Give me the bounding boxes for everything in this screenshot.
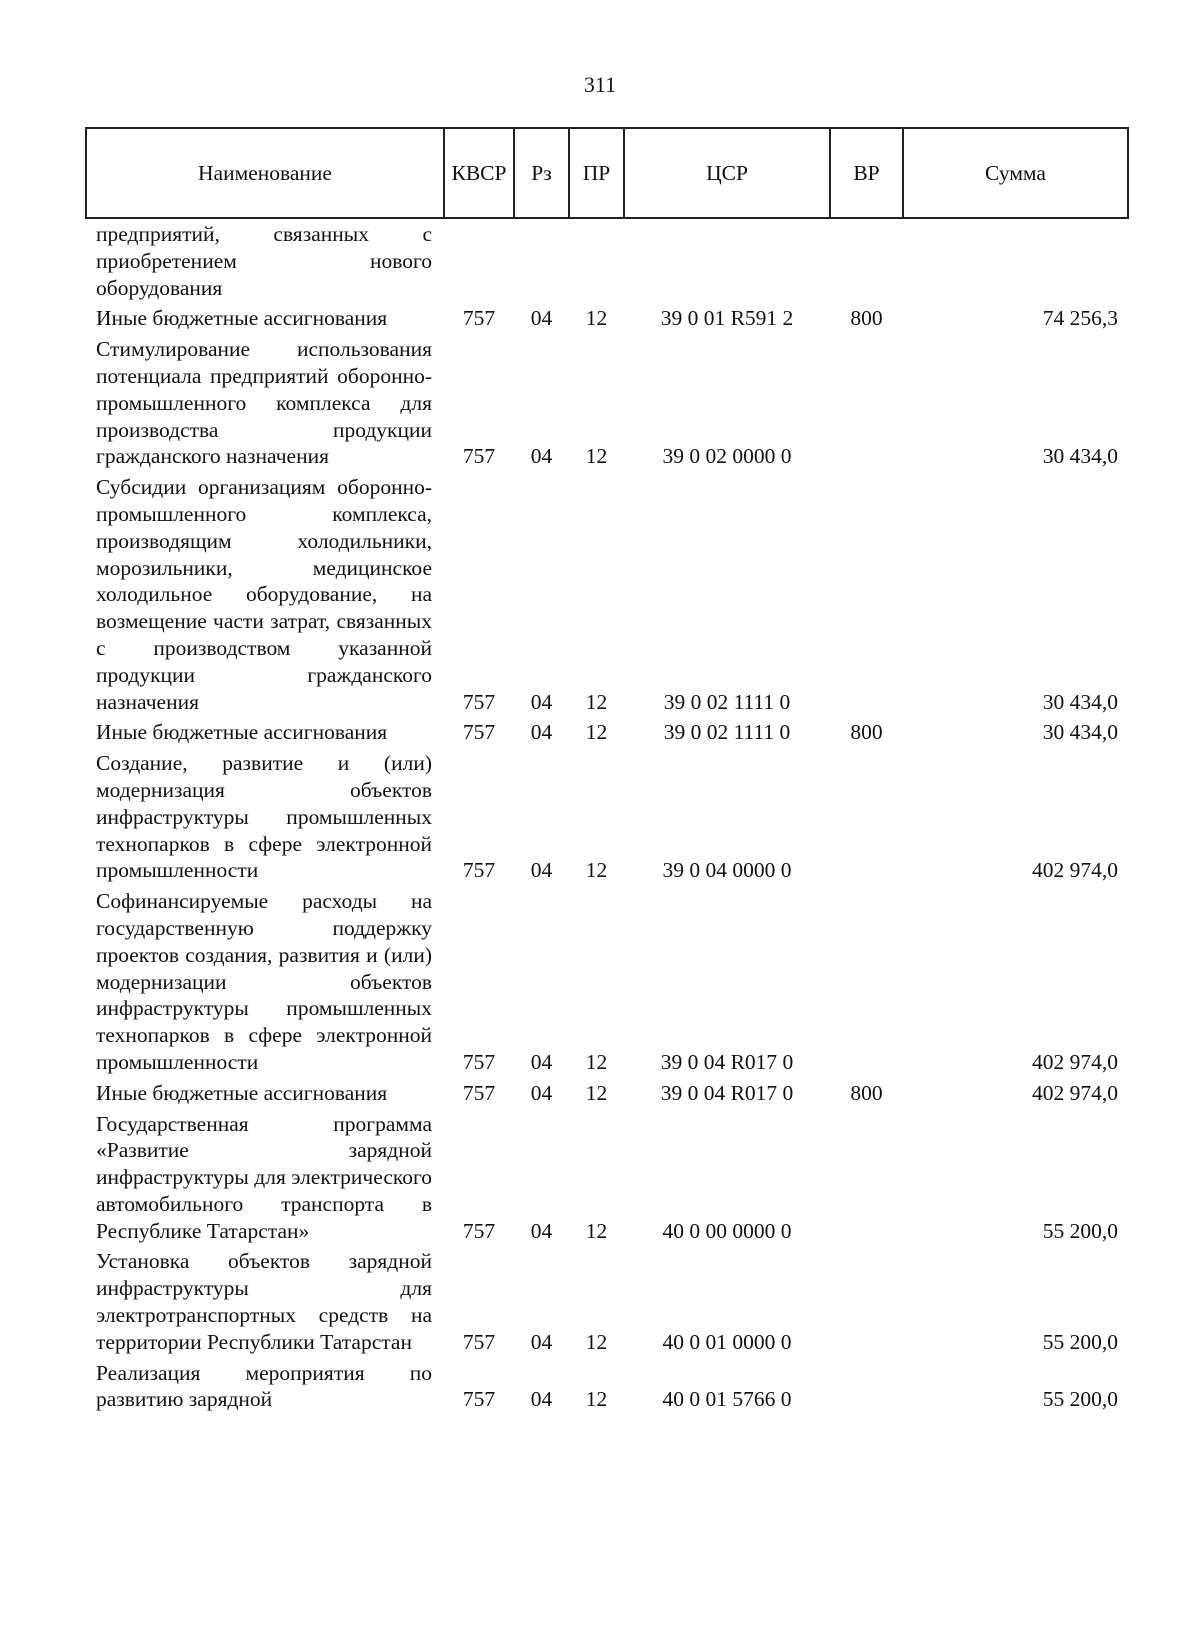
cell-sum: 30 434,0 xyxy=(1042,720,1118,745)
cell-sum: 55 200,0 xyxy=(1042,1218,1118,1243)
cell-csr: 39 0 02 1111 0 xyxy=(663,720,791,745)
cell-vr xyxy=(830,334,903,472)
cell-csr: 40 0 01 5766 0 xyxy=(662,1387,792,1412)
table-row xyxy=(86,748,1128,886)
header-kvsr: КВСР xyxy=(444,128,514,218)
cell-csr: 39 0 02 1111 0 xyxy=(663,689,791,714)
cell-vr: 800 xyxy=(850,306,883,331)
cell-name: Установка объектов зарядной инфраструктуры для электротранспортных средств на территории Республики Татарстан xyxy=(96,1249,432,1354)
cell-name: Софинансируемые расходы на государственную поддержку проектов создания, развития и (или) модернизации объектов инфраструктуры промышленных технопарков в сфере электронной промышленности xyxy=(96,889,432,1074)
table-row xyxy=(86,1358,1128,1416)
cell-rz: 04 xyxy=(530,720,553,745)
cell-pr: 12 xyxy=(585,689,608,714)
cell-vr xyxy=(830,886,903,1078)
cell-pr: 12 xyxy=(585,444,608,469)
cell-kvsr: 757 xyxy=(462,720,496,745)
cell-vr xyxy=(830,472,903,717)
table-row xyxy=(86,1109,1128,1247)
cell-sum: 55 200,0 xyxy=(1042,1387,1118,1412)
cell-kvsr xyxy=(444,218,514,303)
cell-pr: 12 xyxy=(585,1080,608,1105)
cell-csr: 39 0 04 R017 0 xyxy=(660,1049,794,1074)
table-row xyxy=(86,334,1128,472)
cell-name: Иные бюджетные ассигнования xyxy=(96,306,388,331)
cell-vr: 800 xyxy=(850,1080,883,1105)
cell-pr: 12 xyxy=(585,858,608,883)
cell-csr: 39 0 02 0000 0 xyxy=(662,444,792,469)
page-number: 311 xyxy=(583,72,617,97)
header-csr: ЦСР xyxy=(624,128,830,218)
cell-vr xyxy=(830,748,903,886)
cell-vr xyxy=(830,1358,903,1416)
cell-sum xyxy=(903,218,1128,303)
table-row xyxy=(86,717,1128,748)
budget-table xyxy=(85,127,1129,1415)
header-pr: ПР xyxy=(569,128,624,218)
table-body xyxy=(86,218,1128,1415)
cell-sum: 30 434,0 xyxy=(1042,444,1118,469)
cell-name: Реализация мероприятия по развитию зарядной xyxy=(96,1360,432,1412)
cell-sum: 55 200,0 xyxy=(1042,1329,1118,1354)
cell-sum: 402 974,0 xyxy=(1032,858,1118,883)
cell-kvsr: 757 xyxy=(462,1218,496,1243)
cell-pr: 12 xyxy=(585,720,608,745)
cell-csr: 39 0 04 R017 0 xyxy=(660,1080,794,1105)
cell-name: Иные бюджетные ассигнования xyxy=(96,720,388,745)
cell-kvsr: 757 xyxy=(462,444,496,469)
cell-pr: 12 xyxy=(585,1387,608,1412)
cell-kvsr: 757 xyxy=(462,858,496,883)
cell-csr: 40 0 01 0000 0 xyxy=(662,1329,792,1354)
cell-kvsr: 757 xyxy=(462,1329,496,1354)
cell-csr: 40 0 00 0000 0 xyxy=(662,1218,792,1243)
cell-rz: 04 xyxy=(530,1049,553,1074)
cell-pr: 12 xyxy=(585,1218,608,1243)
cell-name: Стимулирование использования потенциала предприятий оборонно-промышленного комплекса для производства продукции гражданского назначения xyxy=(96,337,432,469)
cell-kvsr: 757 xyxy=(462,689,496,714)
cell-kvsr: 757 xyxy=(462,1080,496,1105)
cell-csr: 39 0 04 0000 0 xyxy=(662,858,792,883)
table-row xyxy=(86,1246,1128,1357)
cell-pr: 12 xyxy=(585,1329,608,1354)
cell-vr: 800 xyxy=(850,720,883,745)
table-row xyxy=(86,886,1128,1078)
cell-rz: 04 xyxy=(530,306,553,331)
cell-name: Иные бюджетные ассигнования xyxy=(96,1080,388,1105)
cell-pr: 12 xyxy=(585,1049,608,1074)
cell-name: Государственная программа «Развитие зарядной инфраструктуры для электрического автомобильного транспорта в Республике Татарстан» xyxy=(96,1111,432,1243)
cell-kvsr: 757 xyxy=(462,306,496,331)
header-vr: ВР xyxy=(830,128,903,218)
cell-csr: 39 0 01 R591 2 xyxy=(660,306,794,331)
cell-pr: 12 xyxy=(585,306,608,331)
cell-rz: 04 xyxy=(530,858,553,883)
cell-sum: 402 974,0 xyxy=(1032,1080,1118,1105)
cell-kvsr: 757 xyxy=(462,1387,496,1412)
cell-sum: 402 974,0 xyxy=(1032,1049,1118,1074)
table-header xyxy=(86,128,1128,218)
cell-vr xyxy=(830,1109,903,1247)
cell-rz: 04 xyxy=(530,1387,553,1412)
cell-name: Субсидии организациям оборонно-промышленного комплекса, производящим холодильники, морозильники, медицинское холодильное оборудование, на возмещение части затрат, связанных с производством указанной продукции гражданского назначения xyxy=(96,475,432,714)
cell-name: предприятий, связанных с приобретением нового оборудования xyxy=(96,222,432,300)
cell-rz: 04 xyxy=(530,444,553,469)
cell-sum: 74 256,3 xyxy=(1042,306,1118,331)
cell-rz: 04 xyxy=(530,1218,553,1243)
table-row xyxy=(86,218,1128,303)
header-sum: Сумма xyxy=(903,128,1128,218)
cell-rz xyxy=(514,218,569,303)
cell-name: Создание, развитие и (или) модернизация объектов инфраструктуры промышленных технопарков в сфере электронной промышленности xyxy=(96,751,432,883)
cell-kvsr: 757 xyxy=(462,1049,496,1074)
header-name: Наименование xyxy=(86,128,444,218)
table-row xyxy=(86,1078,1128,1109)
cell-rz: 04 xyxy=(530,1080,553,1105)
table-row xyxy=(86,303,1128,334)
cell-vr xyxy=(830,1246,903,1357)
cell-pr xyxy=(569,218,624,303)
cell-csr xyxy=(624,218,830,303)
cell-sum: 30 434,0 xyxy=(1042,689,1118,714)
header-rz: Рз xyxy=(514,128,569,218)
cell-rz: 04 xyxy=(530,689,553,714)
table-row xyxy=(86,472,1128,717)
cell-vr xyxy=(830,218,903,303)
cell-rz: 04 xyxy=(530,1329,553,1354)
